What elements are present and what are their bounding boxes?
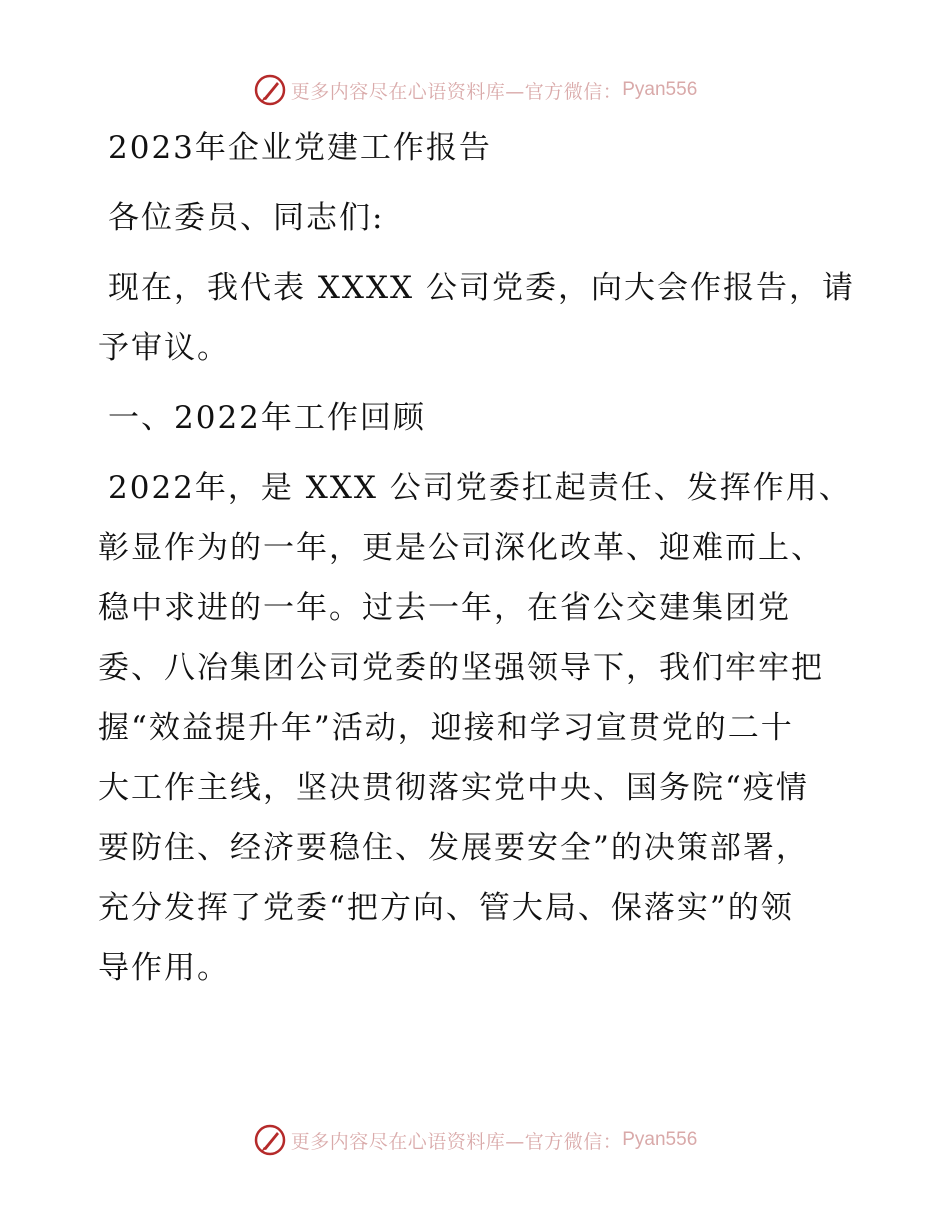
watermark-wechat-id: Pyan556 bbox=[622, 79, 698, 100]
body-line: 委、八冶集团公司党委的坚强领导下，我们牢牢把 bbox=[98, 650, 824, 686]
body-line: 要防住、经济要稳住、发展要安全”的决策部署， bbox=[98, 830, 809, 866]
watermark-text: 更多内容尽在心语资料库—官方微信： bbox=[290, 80, 623, 103]
feather-pen-logo-icon bbox=[253, 73, 287, 107]
watermark-banner-bottom bbox=[0, 1120, 950, 1160]
feather-pen-logo-icon bbox=[253, 1123, 287, 1157]
body-line: 握“效益提升年”活动，迎接和学习宣贯党的二十 bbox=[98, 710, 794, 746]
body-line: 2022年，是 XXX 公司党委扛起责任、发挥作用、 bbox=[108, 470, 852, 506]
body-line: 充分发挥了党委“把方向、管大局、保落实”的领 bbox=[98, 890, 794, 926]
body-line: 大工作主线，坚决贯彻落实党中央、国务院“疫情 bbox=[98, 770, 809, 806]
watermark-text: 更多内容尽在心语资料库—官方微信： bbox=[290, 1130, 623, 1153]
watermark-banner-top bbox=[0, 70, 950, 110]
intro-line: 现在，我代表 XXXX 公司党委，向大会作报告，请 bbox=[108, 270, 855, 306]
body-line: 彰显作为的一年，更是公司深化改革、迎难而上、 bbox=[98, 530, 824, 566]
document-title: 2023年企业党建工作报告 bbox=[108, 130, 492, 166]
salutation: 各位委员、同志们: bbox=[108, 200, 385, 236]
section-heading: 一、2022年工作回顾 bbox=[108, 400, 426, 436]
body-line: 导作用。 bbox=[98, 950, 230, 986]
body-line: 稳中求进的一年。过去一年，在省公交建集团党 bbox=[98, 590, 791, 626]
watermark-wechat-id: Pyan556 bbox=[622, 1129, 698, 1150]
document-body bbox=[98, 118, 858, 998]
intro-line: 予审议。 bbox=[98, 330, 230, 366]
